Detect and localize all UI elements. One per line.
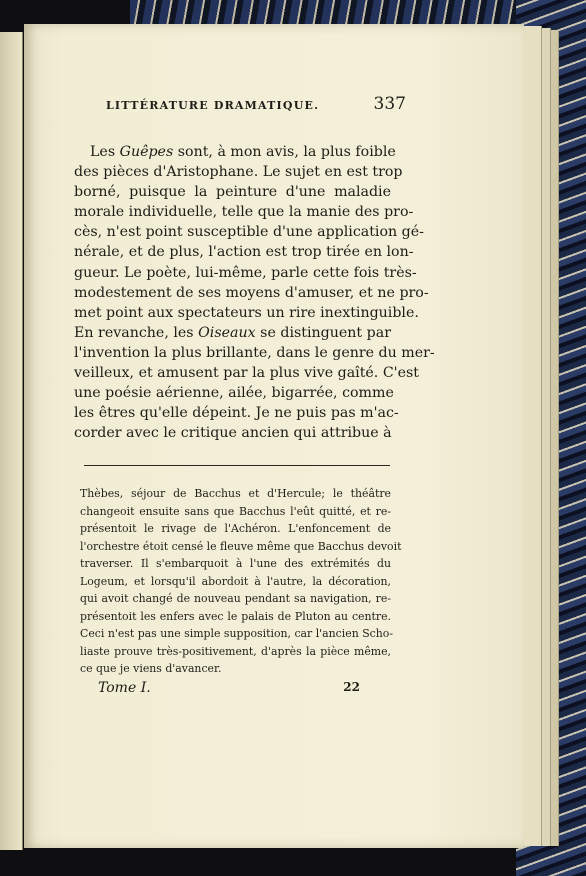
italic-title: Guêpes: [119, 144, 174, 160]
page-number: 337: [373, 94, 406, 114]
text-line: une poésie aérienne, ailée, bigarrée, comme: [74, 385, 394, 402]
signature-mark: 22: [343, 680, 360, 694]
text-line: des pièces d'Aristophane. Le sujet en est trop: [74, 164, 403, 181]
page-header: [106, 96, 406, 118]
footnote: [80, 485, 402, 678]
footnote-line: liaste prouve très-positivement, d'après la pièce même,: [80, 644, 391, 658]
text-line: l'invention la plus brillante, dans le genre du mer-: [74, 344, 435, 361]
footnote-line: ce que je viens d'avancer.: [80, 662, 222, 675]
footnote-rule: [84, 465, 390, 466]
footnote-line: présentoit les enfers avec le palais de Pluton au centre.: [80, 609, 391, 623]
footnote-line: qui avoit changé de nouveau pendant sa navigation, re-: [80, 592, 391, 605]
running-title: LITTÉRATURE DRAMATIQUE.: [106, 99, 320, 112]
text-line: En revanche, les Oiseaux se distinguent par: [74, 324, 391, 341]
text-line: met point aux spectateurs un rire inextinguible.: [74, 304, 419, 321]
footnote-line: Logeum, et lorsqu'il abordoit à l'autre, la décoration,: [80, 574, 391, 588]
footnote-line: Thèbes, séjour de Bacchus et d'Hercule; le théâtre: [80, 487, 391, 500]
text-line: veilleux, et amusent par la plus vive gaîté. C'est: [74, 365, 419, 382]
italic-title: Oiseaux: [198, 324, 256, 341]
text-line: les êtres qu'elle dépeint. Je ne puis pas m'ac-: [74, 405, 399, 422]
footnote-line: changeoit ensuite sans que Bacchus l'eût quitté, et re-: [80, 504, 391, 518]
text-line: cès, n'est point susceptible d'une application gé-: [74, 224, 424, 241]
facing-page-edge: [0, 32, 23, 850]
volume-label: Tome I.: [98, 680, 151, 696]
main-text: [74, 142, 435, 443]
text-line: gueur. Le poète, lui-même, parle cette fois très-: [74, 264, 417, 281]
text-line: nérale, et de plus, l'action est trop tirée en lon-: [74, 244, 414, 261]
text-line: Les Guêpes sont, à mon avis, la plus foible: [90, 144, 396, 160]
footnote-line: l'orchestre étoit censé le fleuve même que Bacchus devoit: [80, 539, 402, 553]
text-line: borné, puisque la peinture d'une maladie: [74, 184, 391, 201]
footnote-line: Ceci n'est pas une simple supposition, car l'ancien Scho-: [80, 627, 393, 640]
text-line: morale individuelle, telle que la manie des pro-: [74, 204, 414, 221]
footnote-line: présentoit le rivage de l'Achéron. L'enfoncement de: [80, 522, 391, 535]
page-footer: [98, 680, 360, 700]
text-line: corder avec le critique ancien qui attribue à: [74, 425, 392, 442]
footnote-line: traverser. Il s'embarquoit à l'une des extrémités du: [80, 557, 391, 570]
text-line: modestement de ses moyens d'amuser, et ne pro-: [74, 284, 429, 301]
